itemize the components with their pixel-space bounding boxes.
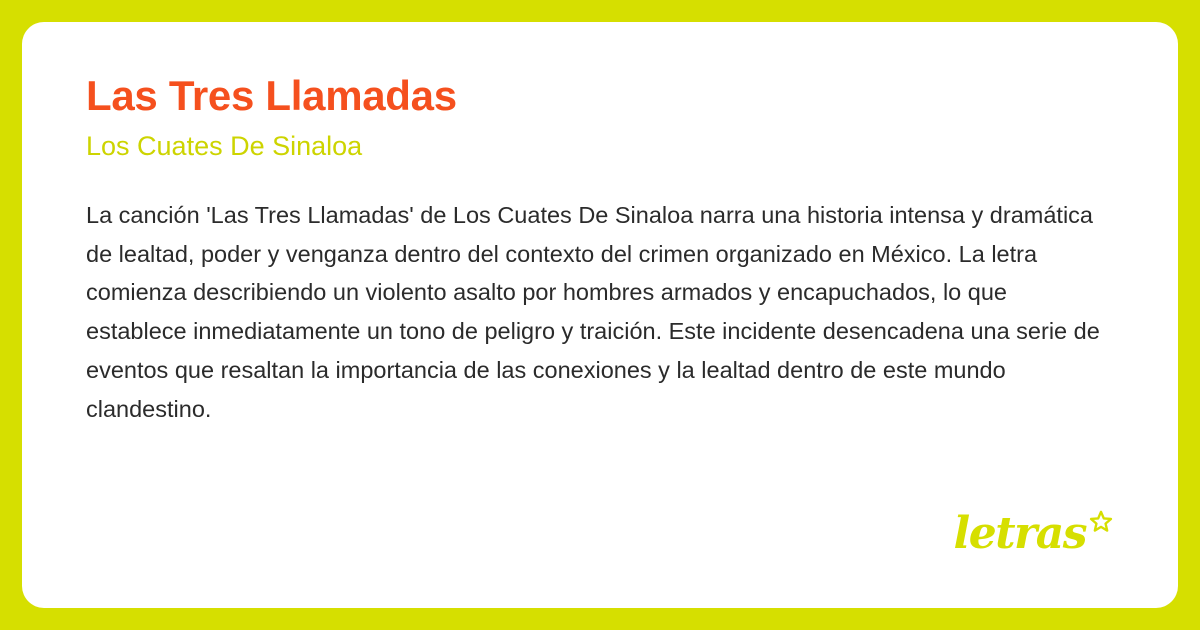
star-outline-icon [1088,509,1114,540]
letras-logo[interactable] [953,508,1115,559]
lyrics-summary-card [22,22,1178,608]
song-description: La canción 'Las Tres Llamadas' de Los Cuates De Sinaloa narra una historia intensa y dramática de lealtad, poder y venganza dentro del contexto del crimen organizado en México. La letra comienza describiendo un violento asalto por hombres armados y encapuchados, lo que establece inmediatamente un tono de peligro y traición. Este incidente desencadena una serie de eventos que resaltan la importancia de las conexiones y la lealtad dentro de este mundo clandestino. [86,201,1100,422]
letras-wordmark: letras [953,508,1086,559]
page-title: Las Tres Llamadas [86,72,457,119]
artist-name: Los Cuates De Sinaloa [86,131,363,162]
